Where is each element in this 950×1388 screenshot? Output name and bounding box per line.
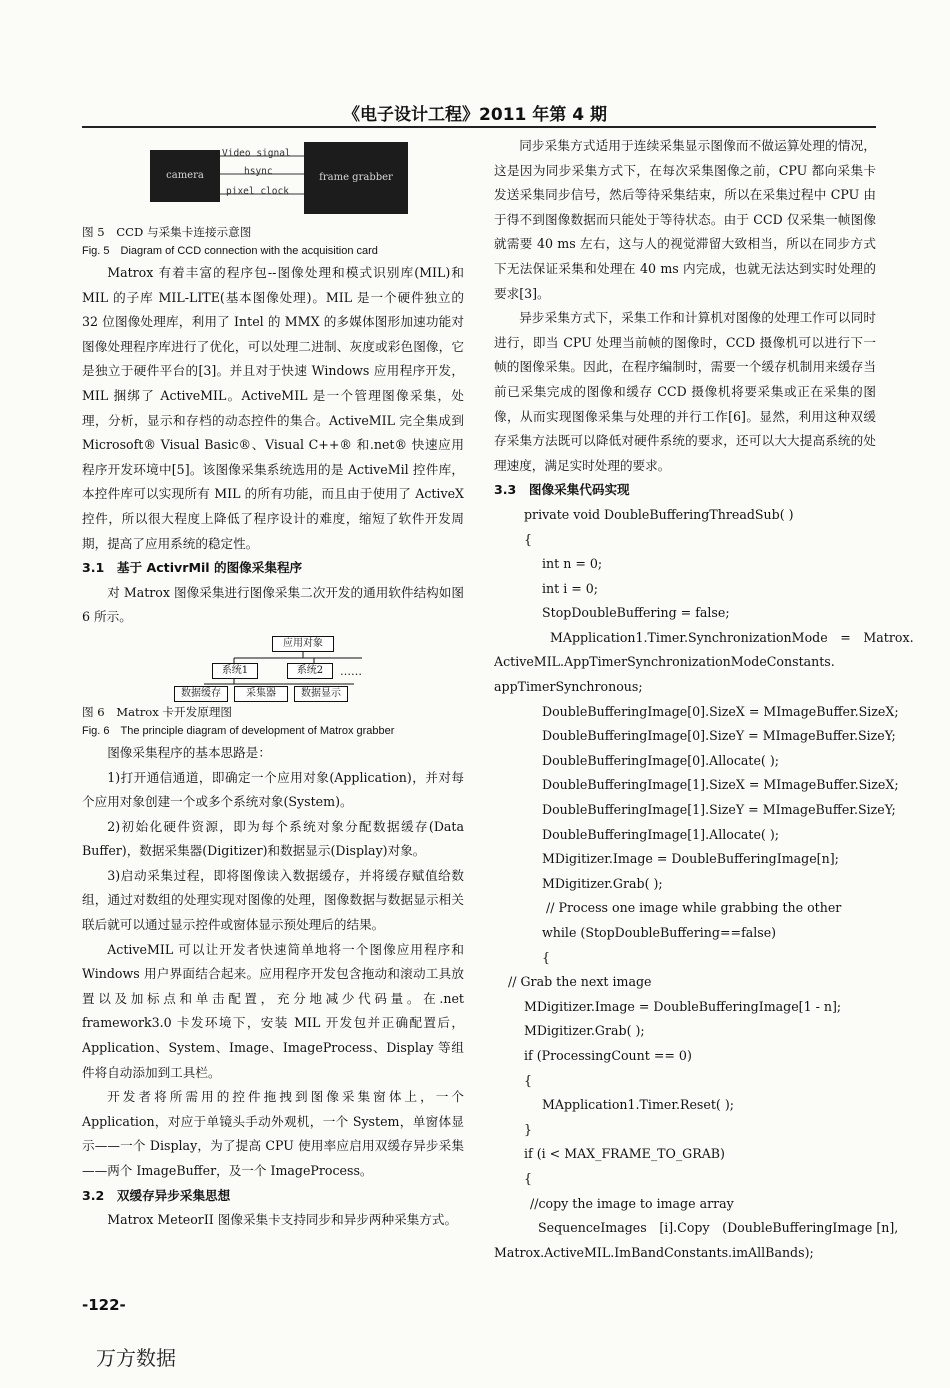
left-paragraph-7: ActiveMIL 可以让开发者快速简单地将一个图像应用程序和 Windows 用户界面结合起来。应用程序开发包含拖动和滚动工具放置以及加标点和单击配置，充分地减少代码量。在.net framework3.0 卡发环境下，安装 MIL 开发包并正确配置后，Application、System、Image、ImageProcess、Display 等组件将自动添加到工具栏。 [82,941,464,1080]
left-paragraph-2: 对 Matrox 图像采集进行图像采集二次开发的通用软件结构如图 6 所示。 [82,584,464,625]
application-object-box: 应用对象 [272,636,334,652]
code-line: int n = 0; [542,556,603,572]
digitizer-box: 采集器 [234,686,288,702]
code-line: while (StopDoubleBuffering==false) [542,925,777,940]
left-paragraph-5: 2)初始化硬件资源，即为每个系统对象分配数据缓存(Data Buffer)，数据采集器(Digitizer)和数据显示(Display)对象。 [82,818,464,859]
signal-pixel-clock: pixel clock [226,186,289,197]
code-line: appTimerSynchronous; [494,679,643,695]
code-line: DoubleBufferingImage[0].Allocate( ); [542,752,779,768]
code-line: MApplication1.Timer.Reset( ); [542,1097,734,1113]
left-paragraph-3: 图像采集程序的基本思路是： [107,744,271,760]
fig6-caption-cn: 图 6 Matrox 卡开发原理图 [82,704,233,719]
journal-header: 《电子设计工程》2011 年第 4 期 [343,105,607,125]
right-column [494,134,914,1265]
code-line: MDigitizer.Image = DoubleBufferingImage[1 - n]; [524,998,842,1014]
section-3-2-heading: 3.2 双缓存异步采集思想 [82,1187,231,1203]
code-line: { [524,531,533,547]
left-paragraph-9: Matrox MeteorII 图像采集卡支持同步和异步两种采集方式。 [107,1212,458,1228]
code-line: int i = 0; [542,580,599,596]
code-comment: //copy the image to image array [530,1195,734,1211]
left-paragraph-8: 开发者将所需用的控件拖拽到图像采集窗体上，一个 Application，对应于单镜头手动外观机，一个 System，单窗体显示——一个 Display，为了提高 CPU 使用率应启用双缓存异步采集——两个 ImageBuffer，及一个 ImageProcess。 [82,1089,464,1178]
data-buffer-box: 数据缓存 [174,686,228,702]
right-paragraph-1: 同步采集方式适用于连续采集显示图像而不做运算处理的情况，这是因为同步采集方式下，在每次采集图像之前，CPU 都向采集卡发送采集同步信号，然后等待采集结束，所以在采集过程中 CPU 由于得不到图像数据而只能处于等待状态。由于 CCD 仅采集一帧图像就需要 40 ms 左右，这与人的视觉滞留大致相当，所以在同步方式下无法保证采集和处理在 40 ms 内完成，也就无法达到实时处理的要求[3]。 [494,138,876,301]
fig5-caption-cn: 图 5 CCD 与采集卡连接示意图 [82,225,252,239]
system2-box: 系统2 [287,663,333,679]
code-line: MDigitizer.Grab( ); [524,1023,645,1039]
code-comment: // Grab the next image [508,974,652,990]
figure-5 [82,136,464,222]
code-line: SequenceImages [i].Copy (DoubleBufferingImage [n], [538,1220,899,1236]
code-line: Matrox.ActiveMIL.ImBandConstants.imAllBands); [494,1244,814,1260]
camera-block: camera [150,150,220,202]
left-paragraph-4: 1)打开通信通道，即确定一个应用对象(Application)，并对每个应用对象创建一个或多个系统对象(System)。 [82,769,464,810]
section-3-1-heading: 3.1 基于 ActivrMil 的图像采集程序 [82,560,303,576]
code-line: ActiveMIL.AppTimerSynchronizationModeConstants. [494,654,835,670]
header-rule [82,126,876,128]
code-line: MDigitizer.Grab( ); [542,875,663,891]
section-3-3-heading: 3.3 图像采集代码实现 [494,482,630,498]
code-line: private void DoubleBufferingThreadSub( ) [524,506,794,522]
left-column [82,134,464,1233]
code-line: DoubleBufferingImage[1].SizeY = MImageBuffer.SizeY; [542,802,896,818]
code-line: } [524,1121,533,1137]
frame-grabber-block: frame grabber [304,142,408,214]
code-line: DoubleBufferingImage[0].SizeY = MImageBuffer.SizeY; [542,728,896,744]
code-listing [494,503,914,1265]
watermark: 万方数据 [96,1346,176,1370]
page-number: -122- [82,1296,126,1314]
figure-6 [82,632,464,702]
left-paragraph-6: 3)启动采集过程，即将图像读入数据缓存，并将缓存赋值给数组，通过对数组的处理实现对图像的处理，图像数据与数据显示相关联后就可以通过显示控件或窗体显示预处理后的结果。 [82,867,464,933]
right-paragraph-2: 异步采集方式下，采集工作和计算机对图像的处理工作可以同时进行，即当 CPU 处理当前帧的图像时，CCD 摄像机可以进行下一帧的图像采集。因此，在程序编制时，需要一个缓存机制用来缓存当前已采集完成的图像和缓存 CCD 摄像机将要采集或正在采集的图像，从而实现图像采集与处理的并行工作[6]。显然，利用这种双缓存采集方法既可以降低对硬件系统的要求，还可以大大提高系统的处理速度，满足实时处理的要求。 [494,310,876,473]
code-line: { [524,1170,533,1186]
code-line: StopDoubleBuffering = false; [542,605,730,621]
fig5-caption-en: Fig. 5 Diagram of CCD connection with the acquisition card [82,245,378,257]
code-line: MDigitizer.Image = DoubleBufferingImage[n]; [542,851,839,867]
system1-box: 系统1 [212,663,258,679]
signal-hsync: hsync [244,166,273,177]
fig6-caption-en: Fig. 6 The principle diagram of development of Matrox grabber [82,724,395,737]
data-display-box: 数据显示 [294,686,348,702]
code-line: { [542,949,551,965]
signal-video: Video signal [222,148,291,159]
code-line: DoubleBufferingImage[1].SizeX = MImageBuffer.SizeX; [542,777,899,793]
code-line: { [524,1072,533,1088]
left-paragraph-1: Matrox 有着丰富的程序包--图像处理和模式识别库(MIL)和 MIL 的子库 MIL-LITE(基本图像处理)。MIL 是一个硬件独立的 32 位图像处理库，利用了 Intel 的 MMX 的多媒体图形加速功能对图像处理程序库进行了优化，可以处理二进制、灰度或彩色图像，它是独立于硬件平台的[3]。并且对于快速 Windows 应用程序开发，MIL 捆绑了 ActiveMIL。ActiveMIL 是一个管理图像采集，处理，分析，显示和存档的动态控件的集合。ActiveMIL 完全集成到 Microsoft® Visual Basic®、Visual C++® 和.net® 快速应用程序开发环境中[5]。该图像采集系统选用的是 ActiveMil 控件库，本控件库可以实现所有 MIL 的所有功能，而且由于使用了 ActiveX 控件，所以很大程度上降低了程序设计的难度，缩短了软件开发周期，提高了应用系统的稳定性。 [82,265,464,551]
code-line: if (ProcessingCount == 0) [524,1047,692,1063]
code-line: if (i < MAX_FRAME_TO_GRAB) [524,1146,725,1162]
more-systems: …… [340,664,362,678]
code-line: MApplication1.Timer.SynchronizationMode = Matrox. [550,629,914,645]
code-comment: // Process one image while grabbing the other [546,900,842,916]
code-line: DoubleBufferingImage[0].SizeX = MImageBuffer.SizeX; [542,703,899,719]
code-line: DoubleBufferingImage[1].Allocate( ); [542,826,779,842]
